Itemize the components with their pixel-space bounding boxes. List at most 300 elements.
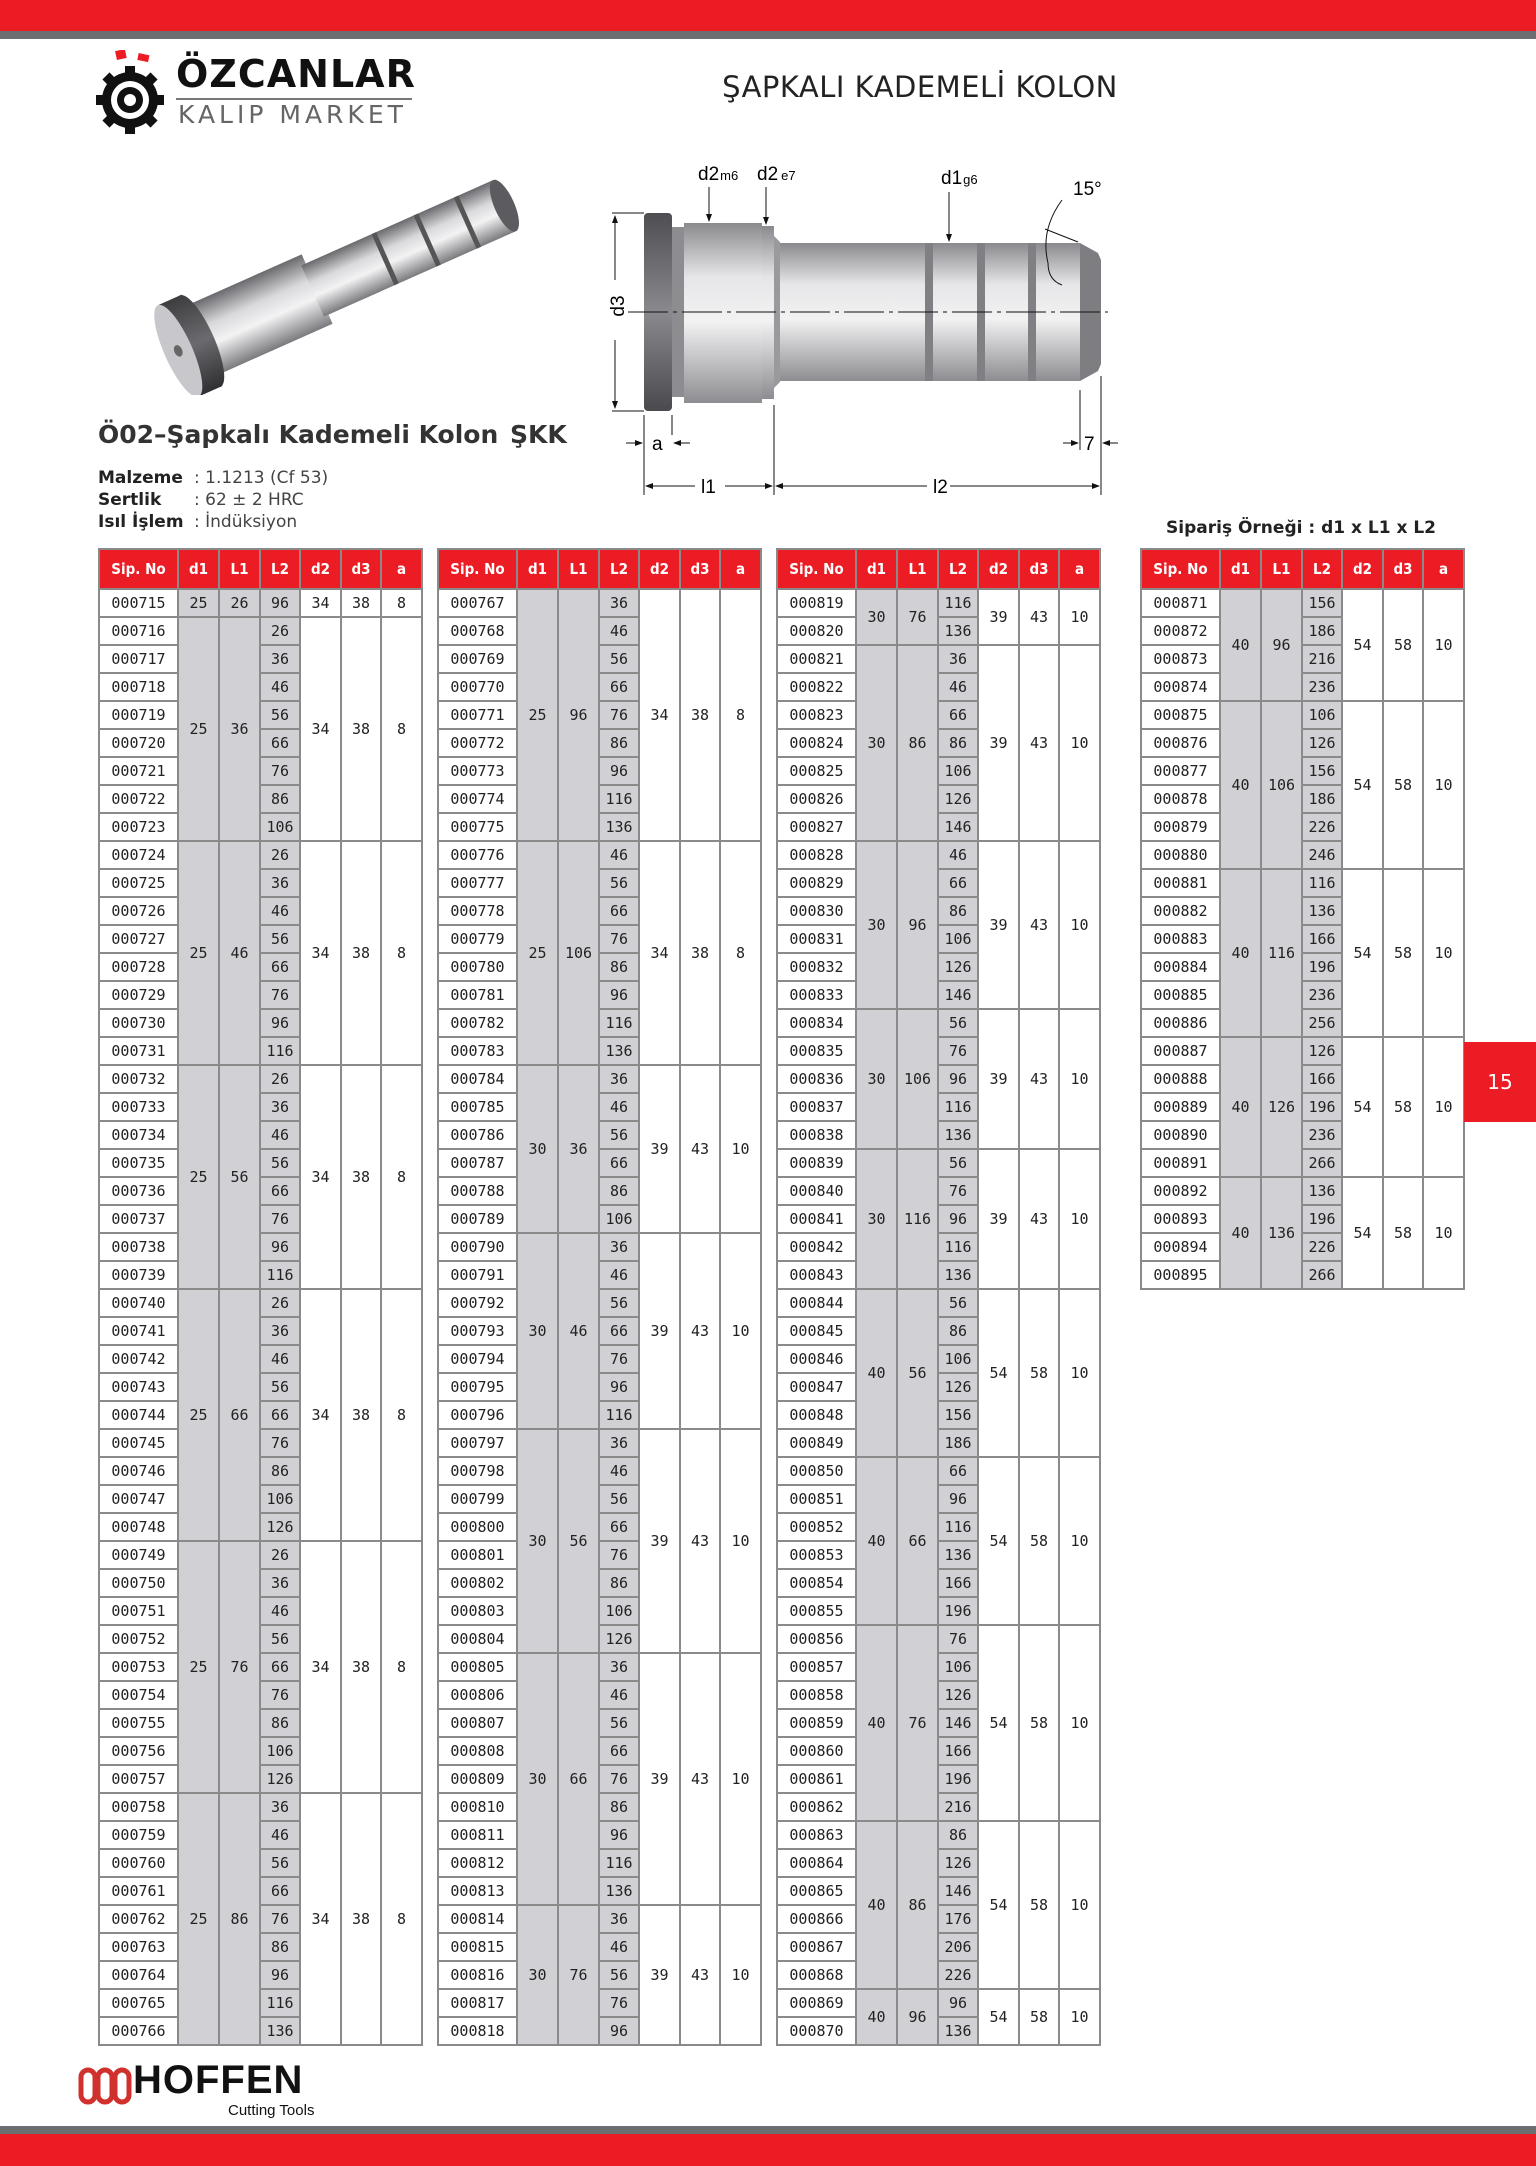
header-sip-no: Sip. No [1141,549,1220,589]
table-row [1141,701,1464,729]
cell-sip-no: 000844 [777,1289,856,1317]
cell-sip-no: 000747 [99,1485,178,1513]
cell-L2: 86 [260,1457,300,1485]
cell-sip-no: 000733 [99,1093,178,1121]
cell-sip-no: 000748 [99,1513,178,1541]
cell-d1: 25 [178,1065,219,1289]
cell-L1: 86 [219,1793,260,2045]
cell-L1: 106 [1261,701,1302,869]
header-L1: L1 [558,549,599,589]
cell-L2: 76 [599,1765,639,1793]
cell-sip-no: 000815 [438,1933,517,1961]
cell-L1: 106 [897,1009,938,1149]
cell-sip-no: 000873 [1141,645,1220,673]
cell-d3: 58 [1019,1821,1059,1989]
cell-d1: 25 [517,841,558,1065]
cell-sip-no: 000723 [99,813,178,841]
cell-d1: 30 [856,645,897,841]
cell-L2: 56 [599,869,639,897]
cell-sip-no: 000759 [99,1821,178,1849]
table-header-row [1141,549,1464,589]
header-L1: L1 [897,549,938,589]
cell-sip-no: 000763 [99,1933,178,1961]
spec-value: : 1.1213 (Cf 53) [194,468,329,488]
cell-L2: 96 [938,1485,978,1513]
cell-sip-no: 000868 [777,1961,856,1989]
cell-sip-no: 000835 [777,1037,856,1065]
cell-L2: 96 [938,1989,978,2017]
cell-sip-no: 000838 [777,1121,856,1149]
cell-sip-no: 000847 [777,1373,856,1401]
cell-L2: 76 [938,1625,978,1653]
cell-sip-no: 000841 [777,1205,856,1233]
brand-subtitle: KALIP MARKET [178,100,407,129]
cell-L2: 106 [260,813,300,841]
cell-sip-no: 000867 [777,1933,856,1961]
top-gray-band [0,31,1536,39]
cell-d3: 43 [1019,1149,1059,1289]
cell-L2: 156 [1302,757,1342,785]
cell-L1: 66 [897,1457,938,1625]
cell-L2: 126 [260,1513,300,1541]
cell-sip-no: 000795 [438,1373,517,1401]
cell-sip-no: 000850 [777,1457,856,1485]
cell-d1: 30 [856,841,897,1009]
cell-d2: 54 [1342,589,1383,701]
cell-sip-no: 000769 [438,645,517,673]
cell-sip-no: 000771 [438,701,517,729]
cell-L2: 106 [938,757,978,785]
cell-L2: 46 [260,1821,300,1849]
cell-d2: 39 [978,1009,1019,1149]
cell-d1: 40 [856,1625,897,1821]
cell-a: 8 [381,841,422,1065]
cell-sip-no: 000864 [777,1849,856,1877]
cell-sip-no: 000887 [1141,1037,1220,1065]
cell-sip-no: 000727 [99,925,178,953]
cell-L2: 56 [938,1149,978,1177]
cell-sip-no: 000811 [438,1821,517,1849]
cell-L1: 76 [558,1905,599,2045]
cell-a: 10 [1059,1289,1100,1457]
cell-L2: 66 [260,1877,300,1905]
table-row [1141,1177,1464,1205]
cell-L2: 136 [1302,1177,1342,1205]
spec-value: : 62 ± 2 HRC [194,490,304,510]
cell-L1: 76 [897,1625,938,1821]
cell-L2: 36 [260,1317,300,1345]
cell-sip-no: 000849 [777,1429,856,1457]
cell-sip-no: 000860 [777,1737,856,1765]
table-row [777,1457,1100,1485]
cell-L2: 36 [260,1093,300,1121]
header-L1: L1 [219,549,260,589]
cell-L2: 96 [599,1373,639,1401]
cell-d3: 38 [680,589,720,841]
table-row [777,1989,1100,2017]
brand-name: ÖZCANLAR [176,52,416,96]
cell-d1: 30 [517,1905,558,2045]
hoffen-logo [78,2058,338,2124]
cell-L2: 86 [599,729,639,757]
cell-sip-no: 000745 [99,1429,178,1457]
cell-L2: 136 [599,813,639,841]
cell-sip-no: 000754 [99,1681,178,1709]
header-d1: d1 [1220,549,1261,589]
cell-sip-no: 000740 [99,1289,178,1317]
cell-d2: 54 [1342,1177,1383,1289]
cell-a: 8 [720,841,761,1065]
cell-L2: 156 [1302,589,1342,617]
cell-L2: 56 [938,1289,978,1317]
header-d3: d3 [1383,549,1423,589]
cell-L2: 46 [938,841,978,869]
cell-sip-no: 000851 [777,1485,856,1513]
table-row [99,589,422,617]
header-d2: d2 [978,549,1019,589]
cell-sip-no: 000834 [777,1009,856,1037]
cell-sip-no: 000876 [1141,729,1220,757]
cell-sip-no: 000787 [438,1149,517,1177]
cell-L2: 46 [260,673,300,701]
cell-sip-no: 000885 [1141,981,1220,1009]
header-d2: d2 [300,549,341,589]
cell-sip-no: 000778 [438,897,517,925]
dim-l1: l1 [701,477,716,498]
cell-sip-no: 000803 [438,1597,517,1625]
cell-L2: 136 [938,1541,978,1569]
cell-sip-no: 000737 [99,1205,178,1233]
cell-a: 10 [720,1429,761,1653]
cell-L2: 116 [938,1093,978,1121]
cell-L2: 76 [260,1905,300,1933]
cell-L1: 66 [558,1653,599,1905]
cell-L2: 126 [1302,1037,1342,1065]
cell-d3: 38 [341,617,381,841]
cell-L1: 66 [219,1289,260,1541]
cell-L2: 56 [599,1709,639,1737]
header-a: a [381,549,422,589]
cell-d2: 39 [639,1233,680,1429]
cell-L2: 66 [260,1401,300,1429]
cell-sip-no: 000837 [777,1093,856,1121]
cell-L2: 66 [260,729,300,757]
cell-d3: 43 [1019,589,1059,645]
cell-d3: 58 [1019,1625,1059,1821]
cell-sip-no: 000794 [438,1345,517,1373]
header-a: a [1059,549,1100,589]
cell-L2: 86 [938,729,978,757]
cell-d3: 38 [680,841,720,1065]
hoffen-tagline: Cutting Tools [228,2102,315,2119]
cell-L2: 26 [260,1289,300,1317]
cell-L2: 76 [938,1037,978,1065]
cell-L2: 86 [599,953,639,981]
cell-L2: 46 [599,617,639,645]
cell-sip-no: 000755 [99,1709,178,1737]
cell-L2: 46 [599,1933,639,1961]
cell-L2: 196 [1302,953,1342,981]
cell-L2: 36 [260,1793,300,1821]
cell-sip-no: 000828 [777,841,856,869]
cell-L2: 186 [1302,617,1342,645]
cell-L2: 126 [938,953,978,981]
cell-L2: 86 [599,1569,639,1597]
cell-L2: 96 [599,1821,639,1849]
cell-L2: 156 [938,1401,978,1429]
cell-d1: 40 [1220,701,1261,869]
page-number-tab: 15 [1464,1042,1536,1122]
table-row [777,589,1100,617]
cell-L2: 126 [938,1849,978,1877]
cell-sip-no: 000766 [99,2017,178,2045]
cell-sip-no: 000738 [99,1233,178,1261]
cell-d2: 34 [300,1065,341,1289]
cell-sip-no: 000823 [777,701,856,729]
cell-d1: 40 [856,1457,897,1625]
cell-L2: 56 [599,1289,639,1317]
cell-L1: 56 [897,1289,938,1457]
cell-d3: 43 [680,1233,720,1429]
cell-d1: 25 [178,1793,219,2045]
product-title: Ö02–Şapkalı Kademeli Kolon [98,420,499,449]
cell-L2: 56 [260,925,300,953]
cell-L2: 36 [260,1569,300,1597]
cell-sip-no: 000832 [777,953,856,981]
cell-sip-no: 000886 [1141,1009,1220,1037]
cell-sip-no: 000866 [777,1905,856,1933]
cell-d2: 54 [978,1457,1019,1625]
cell-d1: 30 [517,1653,558,1905]
cell-L1: 26 [219,589,260,617]
cell-L2: 66 [260,953,300,981]
dim-l2: l2 [933,477,948,498]
table-row [99,617,422,645]
cell-sip-no: 000839 [777,1149,856,1177]
cell-L2: 246 [1302,841,1342,869]
cell-d1: 30 [517,1233,558,1429]
table-row [99,1541,422,1569]
spec-material [98,467,328,489]
cell-L2: 126 [1302,729,1342,757]
cell-L2: 86 [938,897,978,925]
cell-L2: 256 [1302,1009,1342,1037]
cell-sip-no: 000782 [438,1009,517,1037]
header-sip-no: Sip. No [777,549,856,589]
cell-L2: 76 [599,1541,639,1569]
cell-L2: 236 [1302,1121,1342,1149]
cell-sip-no: 000773 [438,757,517,785]
cell-L1: 76 [219,1541,260,1793]
cell-L1: 76 [897,589,938,645]
cell-sip-no: 000742 [99,1345,178,1373]
cell-sip-no: 000765 [99,1989,178,2017]
cell-L2: 76 [260,1205,300,1233]
cell-sip-no: 000877 [1141,757,1220,785]
cell-sip-no: 000757 [99,1765,178,1793]
cell-sip-no: 000791 [438,1261,517,1289]
spec-table-2 [437,548,762,2046]
cell-sip-no: 000806 [438,1681,517,1709]
cell-sip-no: 000813 [438,1877,517,1905]
cell-sip-no: 000878 [1141,785,1220,813]
table-row [438,1233,761,1261]
cell-sip-no: 000756 [99,1737,178,1765]
cell-sip-no: 000786 [438,1121,517,1149]
cell-L2: 46 [938,673,978,701]
cell-sip-no: 000785 [438,1093,517,1121]
header-d1: d1 [856,549,897,589]
cell-L2: 36 [938,645,978,673]
cell-d1: 40 [1220,1177,1261,1289]
cell-L2: 116 [260,1037,300,1065]
cell-L2: 266 [1302,1149,1342,1177]
cell-d2: 39 [639,1653,680,1905]
dim-d1-g6: d1g6 [941,168,978,189]
spec-hardness [98,489,304,511]
cell-sip-no: 000848 [777,1401,856,1429]
cell-sip-no: 000808 [438,1737,517,1765]
cell-L2: 206 [938,1933,978,1961]
cell-d1: 40 [856,1289,897,1457]
cell-L2: 86 [938,1821,978,1849]
cell-L1: 46 [558,1233,599,1429]
cell-sip-no: 000865 [777,1877,856,1905]
cell-L2: 36 [599,1905,639,1933]
cell-sip-no: 000872 [1141,617,1220,645]
cell-sip-no: 000798 [438,1457,517,1485]
order-example: Sipariş Örneği : d1 x L1 x L2 [1166,518,1436,538]
cell-sip-no: 000817 [438,1989,517,2017]
cell-d1: 30 [517,1429,558,1653]
cell-L2: 66 [938,701,978,729]
cell-L1: 126 [1261,1037,1302,1177]
cell-d2: 54 [1342,701,1383,869]
cell-sip-no: 000875 [1141,701,1220,729]
cell-d2: 54 [978,1289,1019,1457]
cell-d1: 40 [856,1821,897,1989]
cell-L2: 76 [599,1345,639,1373]
cell-L2: 46 [599,1093,639,1121]
cell-d1: 25 [178,617,219,841]
cell-L1: 36 [219,617,260,841]
cell-L2: 226 [1302,1233,1342,1261]
cell-L2: 46 [260,1597,300,1625]
cell-L2: 166 [938,1737,978,1765]
cell-sip-no: 000734 [99,1121,178,1149]
cell-sip-no: 000890 [1141,1121,1220,1149]
cell-sip-no: 000862 [777,1793,856,1821]
cell-L1: 56 [558,1429,599,1653]
cell-sip-no: 000845 [777,1317,856,1345]
cell-sip-no: 000732 [99,1065,178,1093]
cell-L2: 86 [260,1709,300,1737]
cell-sip-no: 000856 [777,1625,856,1653]
cell-sip-no: 000825 [777,757,856,785]
cell-sip-no: 000796 [438,1401,517,1429]
bottom-red-band [0,2134,1536,2166]
cell-sip-no: 000746 [99,1457,178,1485]
cell-a: 10 [1059,589,1100,645]
cell-L2: 56 [260,1849,300,1877]
page-title: ŞAPKALI KADEMELİ KOLON [722,70,1118,104]
cell-L1: 86 [897,645,938,841]
cell-L2: 96 [260,589,300,617]
cell-d3: 58 [1383,589,1423,701]
cell-sip-no: 000855 [777,1597,856,1625]
cell-d2: 34 [300,1541,341,1793]
cell-sip-no: 000821 [777,645,856,673]
cell-L2: 46 [260,897,300,925]
cell-d1: 25 [178,1289,219,1541]
cell-sip-no: 000730 [99,1009,178,1037]
cell-sip-no: 000842 [777,1233,856,1261]
cell-sip-no: 000802 [438,1569,517,1597]
cell-sip-no: 000819 [777,589,856,617]
cell-L2: 56 [599,645,639,673]
cell-L2: 36 [599,589,639,617]
table-header-row [777,549,1100,589]
header-L2: L2 [260,549,300,589]
cell-L2: 86 [599,1177,639,1205]
cell-sip-no: 000882 [1141,897,1220,925]
cell-sip-no: 000720 [99,729,178,757]
bottom-gray-band [0,2126,1536,2134]
cell-d2: 39 [978,1149,1019,1289]
cell-sip-no: 000799 [438,1485,517,1513]
cell-L2: 136 [599,1037,639,1065]
cell-d1: 30 [856,1149,897,1289]
cell-d3: 38 [341,841,381,1065]
cell-L1: 116 [897,1149,938,1289]
cell-sip-no: 000854 [777,1569,856,1597]
cell-sip-no: 000761 [99,1877,178,1905]
cell-d3: 58 [1019,1989,1059,2045]
cell-L2: 36 [599,1233,639,1261]
top-red-band [0,0,1536,31]
cell-L2: 136 [938,1261,978,1289]
cell-L2: 46 [260,1121,300,1149]
cell-a: 10 [1423,1037,1464,1177]
spec-key: Isıl İşlem [98,512,184,532]
cell-L2: 216 [938,1793,978,1821]
cell-sip-no: 000728 [99,953,178,981]
cell-a: 10 [720,1653,761,1905]
cell-sip-no: 000739 [99,1261,178,1289]
cell-L2: 226 [938,1961,978,1989]
dim-d2-e7: d2 e7 [757,164,796,185]
cell-L2: 136 [938,1121,978,1149]
cell-sip-no: 000846 [777,1345,856,1373]
cell-L2: 116 [599,785,639,813]
cell-sip-no: 000814 [438,1905,517,1933]
cell-sip-no: 000858 [777,1681,856,1709]
cell-L2: 56 [260,701,300,729]
cell-d2: 54 [978,1821,1019,1989]
table-row [99,841,422,869]
header-d3: d3 [1019,549,1059,589]
cell-d2: 34 [300,589,341,617]
table-row [1141,589,1464,617]
cell-a: 10 [1423,701,1464,869]
table-row [777,1625,1100,1653]
cell-L1: 46 [219,841,260,1065]
cell-L2: 116 [599,1009,639,1037]
table-row [777,645,1100,673]
cell-a: 10 [1059,1457,1100,1625]
header-a: a [720,549,761,589]
cell-L2: 56 [599,1121,639,1149]
